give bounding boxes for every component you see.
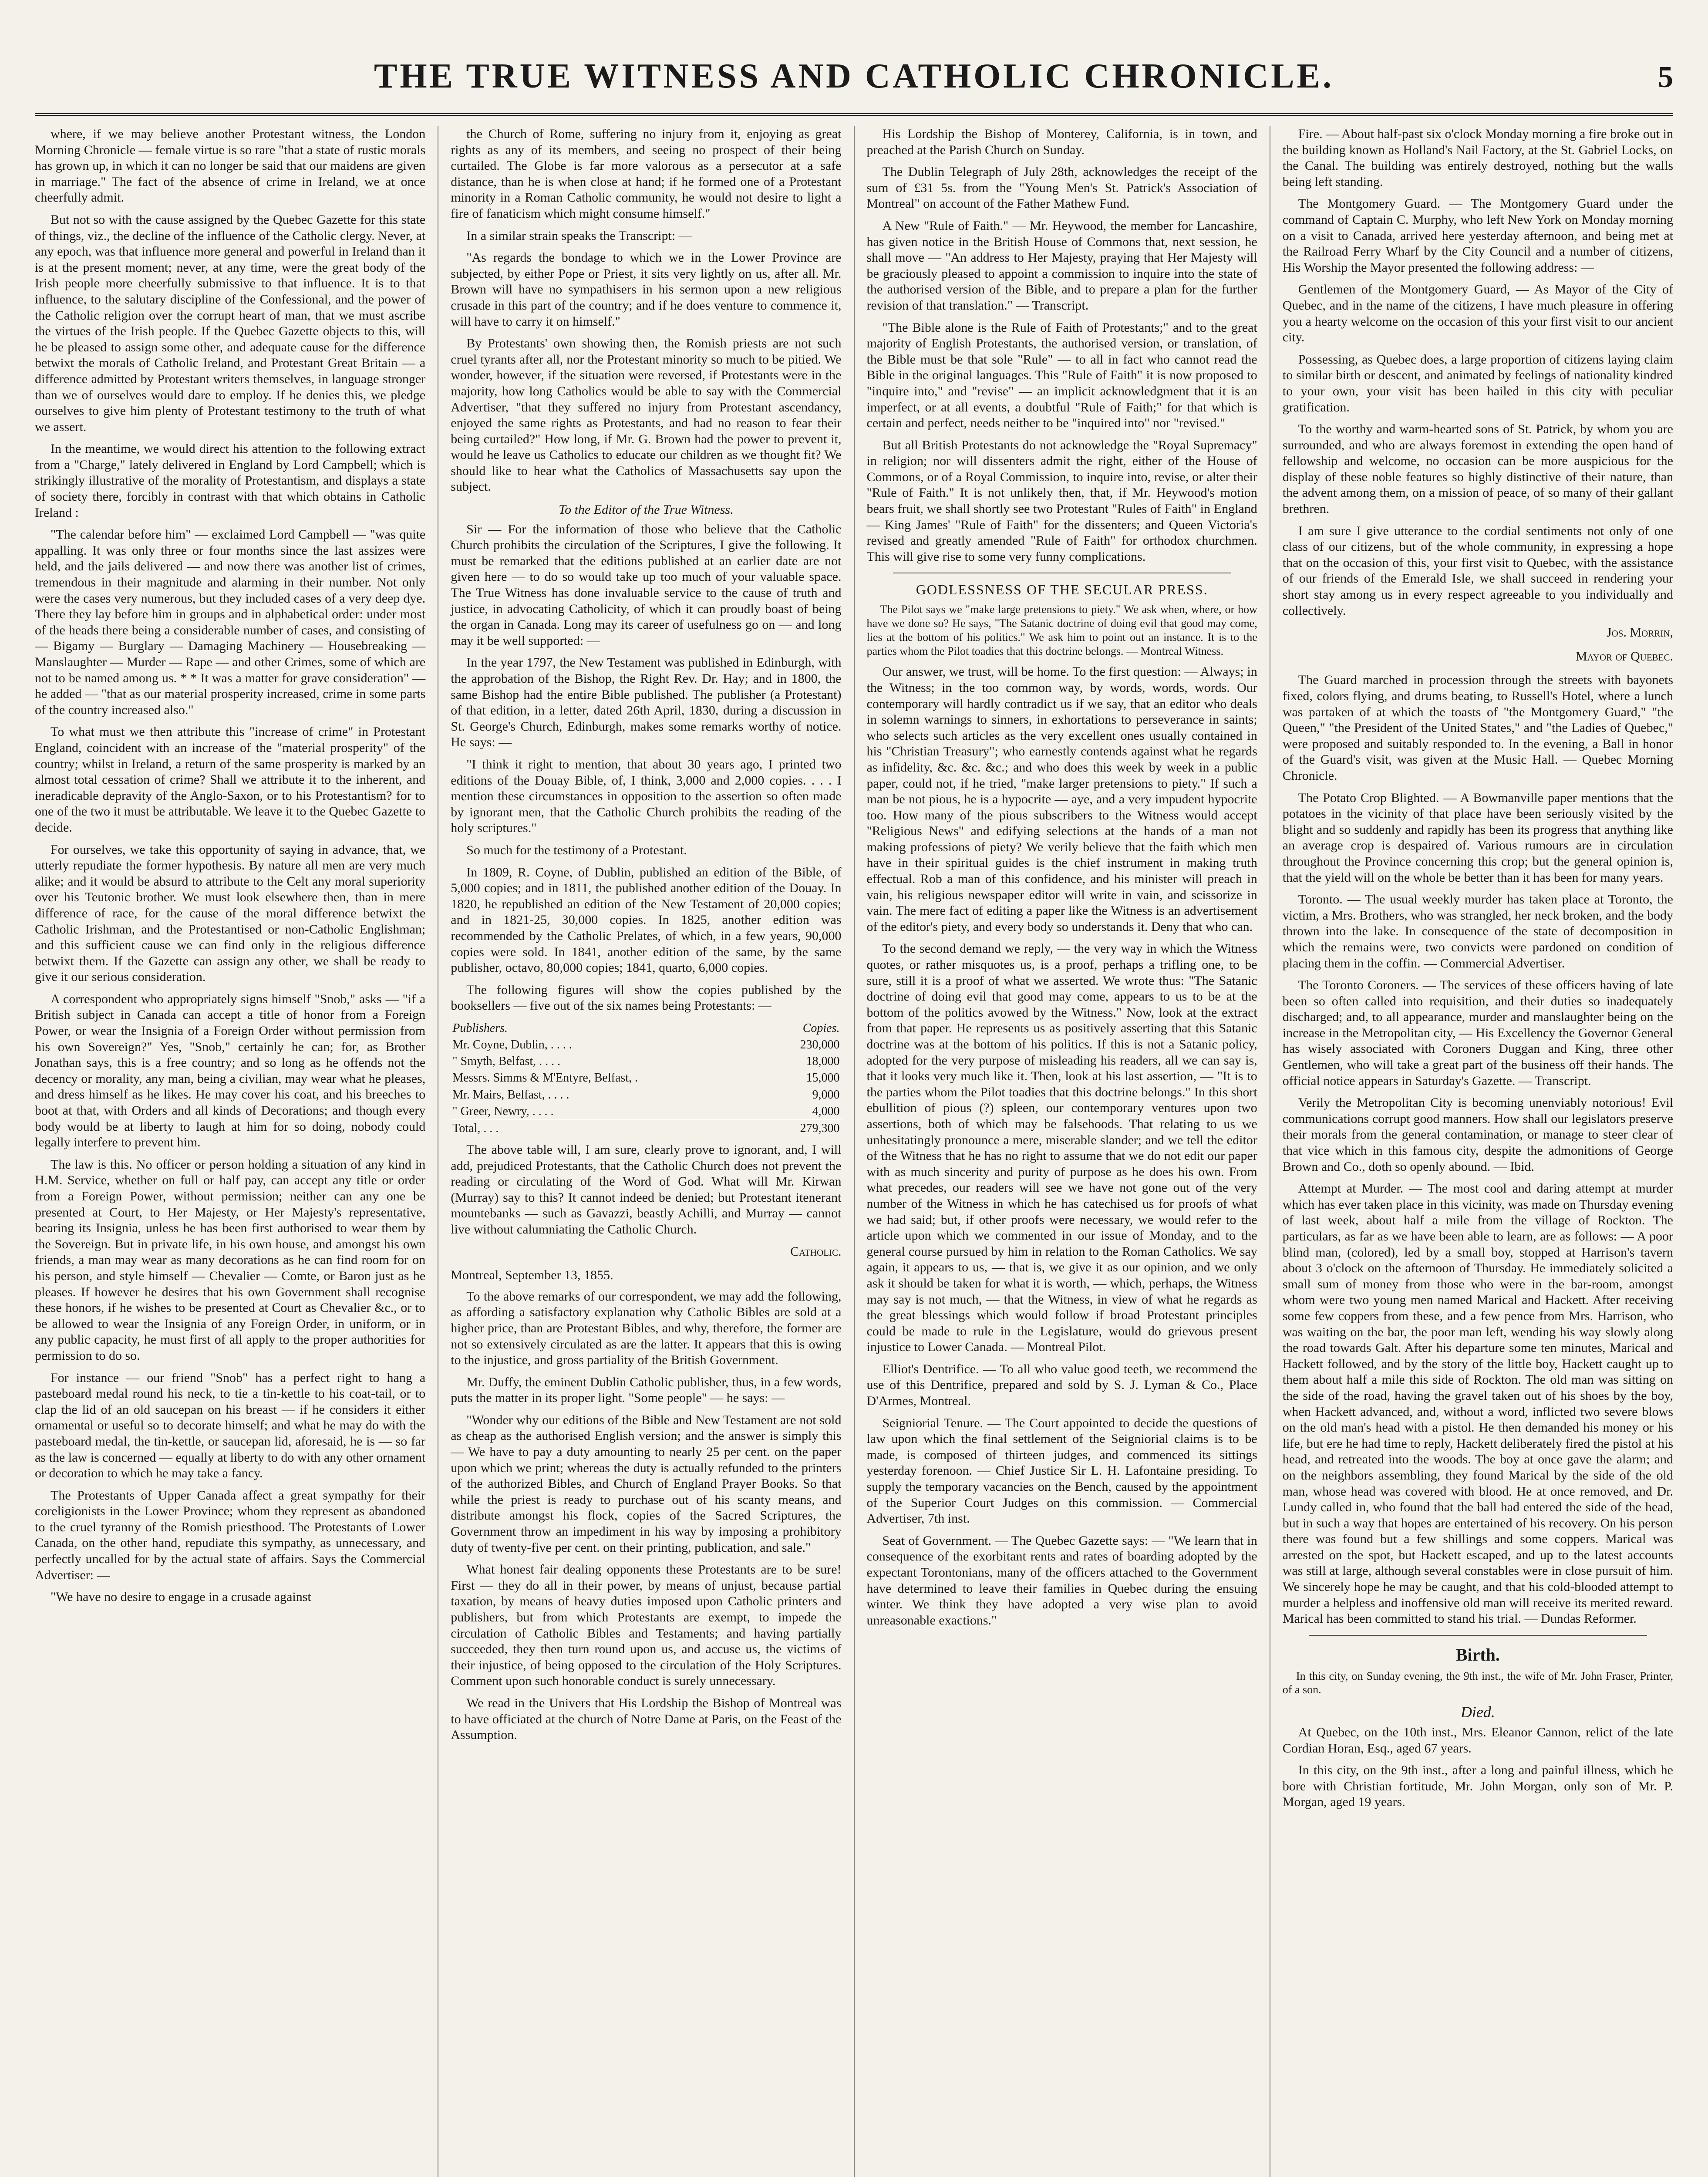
article-paragraph: "We have no desire to engage in a crusade against: [51, 1590, 311, 1604]
article-paragraph: The Dublin Telegraph of July 28th, acknowledges the receipt of the sum of £31 5s. from the "Young Men's St. Patrick's Association of Montreal" on account of the Father Mathew Fund.: [866, 165, 1257, 211]
letter-signature: Catholic.: [790, 1244, 842, 1259]
article-paragraph: Gentlemen of the Montgomery Guard, — As Mayor of the City of Quebec, and in the name of the citizens, I have much pleasure in offering you a hearty welcome on the occasion of this your first visit to our ancient city.: [1282, 282, 1673, 345]
letter-paragraph: "I think it right to mention, that about 30 years ago, I printed two editions of the Douay Bible, of, I think, 3,000 and 2,000 copies. . . . I mention these circumstances in opposition to the assertion so often made by ignorant men, that the Catholic Church prohibits the reading of the holy scriptures.": [451, 757, 842, 836]
column-4: [1270, 126, 1673, 2177]
article-paragraph: A New "Rule of Faith." — Mr. Heywood, the member for Lancashire, has given notice in the British House of Commons that, next session, he shall move — "An address to Her Majesty, praying that Her Majesty will be graciously pleased to appoint a commission to inquire into the state of the authorised version of the Bible, and to prepare a plan for the further revision of that translation." — Transcript.: [866, 218, 1257, 313]
article-paragraph: "Wonder why our editions of the Bible and New Testament are not sold as cheap as the authorised English version; and the answer is simply this — We have to pay a duty amounting to nearly 25 per cent. on the paper upon which we print; whereas the duty is actually refunded to the printers of the authorized Bibles, and Church of England Prayer Books. So that while the priest is ready to purchase out of his scanty means, and distribute amongst his flock, copies of the Sacred Scriptures, the Government throw an impediment in his way by imposing a prohibitory duty of twenty-five per cent. on their printing, publication, and sale.": [451, 1412, 842, 1555]
article-paragraph: Possessing, as Quebec does, a large proportion of citizens laying claim to similar birth or descent, and animated by feelings of nationality kindred to your own, your visit has been hailed in this city with peculiar gratification.: [1282, 352, 1673, 415]
death-notice: At Quebec, on the 10th inst., Mrs. Eleanor Cannon, relict of the late Cordian Horan, Esq., aged 67 years.: [1282, 1725, 1673, 1756]
article-paragraph: In the meantime, we would direct his attention to the following extract from a "Charge," lately delivered in England by Lord Campbell; which is strikingly illustrative of the morality of Protestantism, and displays a state of society there, forcibly in contrast with that which obtains in Catholic Ireland :: [35, 441, 426, 520]
table-cell: " Smyth, Belfast, . . . .: [452, 1055, 561, 1068]
table-header: Copies.: [802, 1021, 840, 1035]
column-2: [438, 126, 853, 2177]
died-heading: Died.: [1460, 1703, 1495, 1721]
article-paragraph: What honest fair dealing opponents these Protestants are to be sure! First — they do all in their power, by means of unjust, because partial taxation, by means of heavy duties imposed upon Catholic printers and publishers, but from which Protestants are exempt, to impede the circulation of Catholic Bibles and Testaments; and having partially succeeded, they then turn round upon us, and accuse us, the victims of their injustice, of being opposed to the circulation of the Holy Scriptures. Comment upon such honorable conduct is surely unnecessary.: [451, 1562, 842, 1688]
article-paragraph: Attempt at Murder. — The most cool and daring attempt at murder which has ever taken place in this vicinity, was made on Thursday evening of last week, about half a mile from the village of Rockton. The particulars, as far as we have been able to learn, are as follows: — A poor blind man, (colored), led by a small boy, stopped at Harrison's tavern about 3 o'clock on the afternoon of Thursday. He immediately solicited a small sum of money from those who were in the bar-room, amongst whom were two young men named Marical and Hackett. After receiving some few coppers from these, and a few pence from Mrs. Harrison, who was waiting on the bar, the poor man left, wending his way slowly along the road towards Galt. After his departure some ten minutes, Marical and Hackett followed, and by the story of the little boy, Hackett caught up to them about half a mile this side of Rockton. The old man was sitting on the side of the road, having the gravel taken out of his shoes by the boy, when Hackett advanced, and, without a word, inflicted two severe blows on the old man's head with a pistol. He then demanded his money or his life, but ere he had time to reply, Hackett deliberately fired the pistol at his head, and retreated into the woods. The boy at once gave the alarm; and on the neighbors assembling, they found Marical by the side of the old man, whose head was covered with blood. He at once removed, and Dr. Lundy called in, who found that the ball had entered the side of the head, but in such a way that hopes are entertained of his recovery. On his person there was found but a few shillings and some coppers. Marical was arrested on the spot, but Hackett escaped, and up to the latest accounts was still at large, although several constables were in close pursuit of him. We sincerely hope he may be caught, and that his cold-blooded attempt to murder a helpless and inoffensive old man will receive its merited reward. Marical has been committed to stand his trial. — Dundas Reformer.: [1282, 1181, 1673, 1626]
article-paragraph: His Lordship the Bishop of Monterey, California, is in town, and preached at the Parish Church on Sunday.: [866, 127, 1257, 157]
birth-heading: Birth.: [1455, 1645, 1500, 1665]
article-paragraph: The Potato Crop Blighted. — A Bowmanville paper mentions that the potatoes in the vicinity of that place have been seriously visited by the blight and so suddenly and rapidly has been its progress that anything like an average crop is despaired of. Various rumours are in circulation throughout the Province concerning this crop; but the general opinion is, that the yield will on the whole be better than it has been for many years.: [1282, 790, 1673, 885]
table-header: Publishers.: [452, 1021, 508, 1035]
article-paragraph: To the worthy and warm-hearted sons of St. Patrick, by whom you are surrounded, and who are always foremost in extending the open hand of fellowship and welcome, no occasion can be more auspicious for the display of these noble features so highly distinctive of their nature, than the advent among them, on a mission of peace, of so many of their gallant brethren.: [1282, 422, 1673, 516]
total-label: Total, . . .: [451, 1120, 769, 1137]
letter-paragraph: The following figures will show the copies published by the booksellers — five out of the six names being Protestants: —: [451, 982, 842, 1013]
table-cell: Mr. Coyne, Dublin, . . . .: [452, 1038, 572, 1052]
article-paragraph: Toronto. — The usual weekly murder has taken place at Toronto, the victim, a Mrs. Brothers, who was strangled, her neck broken, and the body thrown into the lake. In consequence of the state of decomposition in which the remains were, two convicts were pardoned on condition of placing them in the coffin. — Commercial Advertiser.: [1282, 892, 1673, 971]
article-paragraph: But not so with the cause assigned by the Quebec Gazette for this state of things, viz., the decline of the influence of the Catholic clergy. Never, at any epoch, was that influence more general and powerful in Ireland than it is at the present moment; never, at any time, were the great body of the Irish people more cheerfully submissive to that influence. It is to that influence, to the salutary discipline of the Confessional, and the power of the Catholic religion over the corrupt heart of man, that we must ascribe the virtues of the Irish people. If the Quebec Gazette objects to this, will he be pleased to assign some other, and adequate cause for the difference betwixt the morals of Catholic Ireland, and Protestant Great Britain — a difference admitted by Protestant writers themselves, in language stronger than we of ourselves would dare to employ. If he denies this, we pledge ourselves to give him plenty of Protestant testimony to the truth of what we assert.: [35, 212, 426, 434]
letter-paragraph: Sir — For the information of those who believe that the Catholic Church prohibits the circulation of the Scriptures, I give the following. It must be remarked that the editions published at an earlier date are not given here — to do so would take up too much of your valuable space. The True Witness has done invaluable service to the cause of truth and justice, in advocating Catholicity, of which it can proudly boast of being the organ in Canada. Long may its career of usefulness go on — and long may it be well supported: —: [451, 522, 842, 648]
table-row: [451, 1087, 841, 1103]
table-row: [451, 1070, 841, 1086]
table-row: [451, 1037, 841, 1053]
article-paragraph: We read in the Univers that His Lordship the Bishop of Montreal was to have officiated at the church of Notre Dame at Paris, on the Feast of the Assumption.: [451, 1695, 842, 1742]
article-paragraph: For ourselves, we take this opportunity of saying in advance, that, we utterly repudiate the former hypothesis. By nature all men are very much alike; and it would be absurd to attribute to the Celt any moral superiority over his Teutonic brother. We must look elsewhere then, than in mere difference of race, for the cause of the moral difference betwixt the Catholic Irishman, and the Protestantised or non-Catholic Englishman; and this sufficient cause we can find only in the religious difference betwixt them. If the Gazette can assign any other, we shall be ready to give it our serious consideration.: [35, 842, 426, 984]
newspaper-title: THE TRUE WITNESS AND CATHOLIC CHRONICLE.: [374, 57, 1334, 95]
table-cell: 9,000: [812, 1088, 840, 1102]
table-cell: " Greer, Newry, . . . .: [452, 1104, 554, 1118]
article-paragraph: The Montgomery Guard. — The Montgomery Guard under the command of Captain C. Murphy, who left New York on Monday morning on a visit to Canada, arrived here yesterday afternoon, and being met at the Railroad Ferry Wharf by the City Council and a number of citizens, His Worship the Mayor presented the following address: —: [1282, 196, 1673, 275]
column-1: [35, 126, 438, 2177]
article-paragraph: "The calendar before him" — exclaimed Lord Campbell — "was quite appalling. It was only three or four months since the last assizes were held, and the jails delivered — and now there was another list of crimes, tremendous in their magnitude and alarming in their number. Not only were the cases very numerous, but they included cases of a very deep dye. There they lay before him in groups and in alphabetical order: under most of the heads there being a considerable number of cases, and consisting of — Bigamy — Burglary — Damaging Machinery — Housebreaking — Manslaughter — Murder — Rape — and other Crimes, some of which are not to be named among us. * * It was a matter for grave consideration" — he added — "that as our material prosperity increased, crime in some parts of the country increased also.": [35, 527, 426, 717]
article-paragraph: The Protestants of Upper Canada affect a great sympathy for their coreligionists in the Lower Province; whom they represent as abandoned to the cruel tyranny of the Romish priesthood. The Protestants of Lower Canada, on the other hand, repudiate this sympathy, as unnecessary, and perfectly uncalled for by the actual state of affairs. Says the Commercial Advertiser: —: [35, 1488, 426, 1582]
article-paragraph: The law is this. No officer or person holding a situation of any kind in H.M. Service, whether on full or half pay, can accept any title or order from a Foreign Power, without permission; neither can any one be presented at Court, to Her Majesty, or Her Majesty's representative, bearing its Insignia, unless he has been first authorised to wear them by the Sovereign. But in private life, in his own house, and amongst his own friends, a man may wear as many decorations as he can find room for on his person, and style himself — Chevalier — Comte, or Baron just as he pleases. If however he desires that his own Government shall recognise these honors, if he wishes to be presented at Court as Chevalier &c., or to be allowed to wear the Insignia of any Foreign Order, in uniform, or in any public capacity, he must first of all apply to the proper authorities for permission to do so.: [35, 1157, 426, 1363]
page-number: 5: [1658, 61, 1673, 94]
article-paragraph: where, if we may believe another Protestant witness, the London Morning Chronicle — female virtue is so rare "that a state of rustic morals has grown up, in which it can no longer be said that our maidens are given in marriage." The fact of the absence of crime in Ireland, we at once cheerfully admit.: [35, 127, 426, 205]
article-paragraph: Seigniorial Tenure. — The Court appointed to decide the questions of law upon which the final settlement of the Seigniorial claims is to be made, is composed of thirteen judges, and commenced its sittings yesterday forenoon. — Chief Justice Sir L. H. Lafontaine presiding. To supply the temporary vacancies on the Bench, caused by the appointment of the Superior Court Judges on this commission. — Commercial Advertiser, 7th inst.: [866, 1415, 1257, 1526]
article-paragraph: Mr. Duffy, the eminent Dublin Catholic publisher, thus, in a few words, puts the matter in its proper light. "Some people" — he says: —: [451, 1375, 842, 1405]
article-paragraph: "As regards the bondage to which we in the Lower Province are subjected, by either Pope or Priest, it sits very lightly on us, after all. Mr. Brown will have no sympathisers in his sermon upon a new religious crusade in this part of the country; and if he does venture to commence it, will have to carry it on himself.": [451, 250, 842, 329]
section-rule: [1309, 1635, 1647, 1636]
article-columns: [35, 126, 1673, 2177]
table-cell: 4,000: [812, 1104, 840, 1118]
letter-paragraph: In 1809, R. Coyne, of Dublin, published an edition of the Bible, of 5,000 copies; and in 1811, the published another edition of the Douay. In 1820, he republished an edition of the New Testament of 20,000 copies; and in 1821-25, 30,000 copies. In 1825, another edition was recommended by the Catholic Prelates, of which, in a few years, 90,000 copies were sold. In 1841, another edition of the same, by the same publisher, octavo, 80,000 copies; 1841, quarto, 6,000 copies.: [451, 865, 842, 975]
table-row: [451, 1053, 841, 1070]
article-paragraph: To the above remarks of our correspondent, we may add the following, as affording a satisfactory explanation why Catholic Bibles are sold at a higher price, than are Protestant Bibles, and why, therefore, the former are not so extensively circulated as are the latter. It appears that this is owing to the injustice, and gross partiality of the British Government.: [451, 1289, 842, 1368]
column-3: [854, 126, 1270, 2177]
article-paragraph: I am sure I give utterance to the cordial sentiments not only of one class of our citizens, but of the whole community, in expressing a hope that on the occasion of this, your first visit to Quebec, with the assistance of our friends of the Emerald Isle, we shall succeed in rendering your short stay among us in every respect agreeable to you individually and collectively.: [1282, 523, 1673, 618]
letter-paragraph: So much for the testimony of a Protestant.: [466, 842, 687, 857]
article-paragraph: Seat of Government. — The Quebec Gazette says: — "We learn that in consequence of the exorbitant rents and rates of boarding adopted by the expectant Torontonians, many of the officers attached to the Government have determined to leave their families in Quebec during the ensuing winter. We think they have adopted a very wise plan to avoid unreasonable exactions.": [866, 1533, 1257, 1628]
letter-heading: To the Editor of the True Witness.: [559, 502, 734, 517]
letter-paragraph: In the year 1797, the New Testament was published in Edinburgh, with the approbation of the Bishop, the Right Rev. Dr. Hay; and in 1800, the same Bishop had the entire Bible published. The publisher (a Protestant) of that edition, in a letter, dated 26th April, 1830, during a discussion in St. George's Church, Edinburgh, makes some remarks worthy of notice. He says: —: [451, 655, 842, 750]
death-notice: In this city, on the 9th inst., after a long and painful illness, which he bore with Christian fortitude, Mr. John Morgan, only son of Mr. P. Morgan, aged 19 years.: [1282, 1763, 1673, 1810]
article-paragraph: To what must we then attribute this "increase of crime" in Protestant England, coincident with an increase of the "material prosperity" of the country; whilst in Ireland, a return of the same prosperity is marked by an almost total cessation of crime? Shall we attribute it to the inherent, and ineradicable depravity of the Anglo-Saxon, or to his Protestantism? for to one of the two it must be attributable. We leave it to the Quebec Gazette to decide.: [35, 725, 426, 835]
quoted-intro: The Pilot says we "make large pretensions to piety." We ask when, where, or how have we done so? He says, "The Satanic doctrine of doing evil that good may come, lies at the bottom of his politics." We ask him to point out an instance. It is to the parties whom the Pilot toadies that this doctrine belongs. — Montreal Witness.: [866, 603, 1257, 657]
article-paragraph: But all British Protestants do not acknowledge the "Royal Supremacy" in religion; nor will dissenters admit the right, either of the House of Commons, or of a Royal Commission, to inquire into, revise, or alter their "Rule of Faith." It is not unlikely then, that, if Mr. Heywood's motion bears fruit, we shall shortly see two Protestant "Rules of Faith" in England — King James' "Rule of Faith" for the dissenters; and Queen Victoria's revised and greatly amended "Rule of Faith" for orthodox churchmen. This will give rise to some very funny complications.: [866, 438, 1257, 564]
address-title: Mayor of Quebec.: [1575, 649, 1673, 664]
section-heading: GODLESSNESS OF THE SECULAR PRESS.: [916, 582, 1208, 598]
article-paragraph: Elliot's Dentrifice. — To all who value good teeth, we recommend the use of this Dentrifice, prepared and sold by S. J. Lyman & Co., Place D'Armes, Montreal.: [866, 1361, 1257, 1409]
article-paragraph: the Church of Rome, suffering no injury from it, enjoying as great rights as any of its members, and seeing no prospect of their being curtailed. The Globe is far more valorous as a persecutor at a safe distance, than he is when close at hand; if he formed one of a Protestant minority in a Roman Catholic community, he would not desire to light a fire of fanaticism which might consume himself.": [451, 127, 842, 221]
article-paragraph: "The Bible alone is the Rule of Faith of Protestants;" and to the great majority of English Protestants, the authorised version, or translation, of the Bible must be that sole "Rule" — to all in fact who cannot read the Bible in the original languages. This "Rule of Faith" it is now proposed to "inquire into," and "revise" — an implicit acknowledgment that it is an imperfect, or at all events, a doubtful "Rule of Faith;" for that which is certain and perfect, needs neither to be "inquired into" nor "revised.": [866, 320, 1257, 431]
table-total-row: [451, 1120, 841, 1137]
article-paragraph: Our answer, we trust, will be home. To the first question: — Always; in the Witness; in the too common way, by words, words, words. Our contemporary will hardly contradict us if we say, that an editor who deals in solemn warnings to sinners, in exhortations to perseverance in saints; who selects such articles as the very excellent ones usually contained in his "Christian Treasury"; who earnestly contends against what he regards as infidelity, &c. &c. &c.; and who does this week by week in a public paper, could not, if he tried, "make larger pretensions to piety." If such a man be not pious, he is a hypocrite — aye, and a very impudent hypocrite too. How many of the pious subscribers to the Witness would accept "Religious News" and edifying selections at the hands of a man not making professions of piety? We verily believe that the faith which men have in their spiritual guides is the chief instrument in making truth effectual. Rob a man of this confidence, and his minister will preach in vain, his religious newspaper editor will write in vain, and scissorize in vain. The mere fact of editing a paper like the Witness is an advertisement of the editor's piety, and every body so understands it. Deny that who can.: [866, 664, 1257, 934]
article-paragraph: Fire. — About half-past six o'clock Monday morning a fire broke out in the building known as Holland's Nail Factory, at the St. Gabriel Locks, on the Canal. The building was entirely destroyed, nothing but the walls being left standing.: [1282, 127, 1673, 189]
table-row: [451, 1103, 841, 1120]
table-cell: Mr. Mairs, Belfast, . . . .: [452, 1088, 569, 1102]
article-paragraph: The Guard marched in procession through the streets with bayonets fixed, colors flying, and drums beating, to Russell's Hotel, where a lunch was partaken of at which the toasts of "the Montgomery Guard," "the Queen," "the President of the United States," and "the Ladies of Quebec," were proposed and suitably responded to. In the evening, a Ball in honor of the Guard's visit, was given at the Music Hall. — Quebec Morning Chronicle.: [1282, 673, 1673, 783]
masthead: [35, 52, 1673, 116]
article-paragraph: In a similar strain speaks the Transcript: —: [466, 228, 692, 243]
article-paragraph: By Protestants' own showing then, the Romish priests are not such cruel tyrants after all, nor the Protestant minority so much to be pitied. We wonder, however, if the situation were reversed, if Protestants were in the majority, how long Catholics would be able to say with the Commercial Advertiser, "that they suffered no injury from Protestant ascendancy, enjoyed the same rights as Protestants, and had no reason to fear their being curtailed?" How long, if Mr. G. Brown had the power to prevent it, would he leave us Catholics to educate our children as we thought fit? We should like to hear what the Catholics of Massachusetts say upon the subject.: [451, 336, 842, 494]
address-signature: Jos. Morrin,: [1606, 625, 1673, 640]
article-paragraph: For instance — our friend "Snob" has a perfect right to hang a pasteboard medal round his neck, to tie a tin-kettle to his coat-tail, or to clap the lid of an old saucepan on his breast — if he considers it either ornamental or useful so to decorate himself; and what he may do with the pasteboard medal, the tin-kettle, or saucepan lid, aforesaid, he is — so far as the law is concerned — equally at liberty to do with any other ornament or decoration to which he may take a fancy.: [35, 1370, 426, 1481]
article-paragraph: A correspondent who appropriately signs himself "Snob," asks — "if a British subject in Canada can accept a title of honor from a Foreign Power, or wear the Insignia of a Foreign Order without permission from his own Sovereign?" Yes, "Snob," certainly he can; for, as Brother Jonathan says, this is a free country; and so long as he offends not the decency or morality, any man, being a civilian, may wear what he pleases, and dress himself as he likes. He may cover his coat, and his breeches to boot at that, with Orders and all kinds of Decorations; and though every body would be at liberty to laugh at him for so doing, nobody could legally interfere to prevent him.: [35, 991, 426, 1150]
article-paragraph: Verily the Metropolitan City is becoming unenviably notorious! Evil communications corrupt good manners. How shall our legislators preserve their morals from the general contamination, or manage to steer clear of that vice which in this famous city, despite the admonitions of George Brown and Co., doth so openly abound. — Ibid.: [1282, 1095, 1673, 1174]
publishers-table: [451, 1020, 841, 1137]
article-paragraph: To the second demand we reply, — the very way in which the Witness quotes, or rather misquotes us, is a proof, perhaps a trifling one, to be sure, still it is a proof of what we asserted. We wrote thus: "The Satanic doctrine of doing evil that good may come, appears to us to be at the bottom of the politics avowed by the Witness." Now, look at the extract from that paper. He represents us as positively asserting that this Satanic doctrine was at the bottom of his politics. If this is not a Satanic policy, adopted for the very purpose of misleading his readers, all we can say is, that it looks very much like it. Then, look at his last assertion, — "It is to the parties whom the Pilot toadies that this doctrine belongs." In this short ebullition of pious (?) spleen, our contemporary ventures upon two assertions, both of which may be falsehoods. That relating to us we unhesitatingly pronounce a mere, miserable slander; and we tell the editor of the Witness that he has no right to assume that we do not edit our paper with as much sincerity and purity of purpose as he does his own. From what precedes, our readers will see we have not gone out of the very number of the Witness in which he has catechised us for proofs of what we had said; but, if other proofs were necessary, we would refer to the article upon which we commented in our issue of Monday, and to the general course pursued by him in relation to the Roman Catholics. We say again, it appears to us, — that is, we give it as our opinion, and we only ask it should be taken for what it is worth, — which, perhaps, the Witness may say is not much, — that the Witness, in view of what he regards as the great blessings which would follow if broad Protestant principles could be made to rule in the Legislature, would do grievous present injustice to Lower Canada. — Montreal Pilot.: [866, 941, 1257, 1355]
table-cell: 230,000: [800, 1038, 840, 1052]
table-cell: 18,000: [806, 1055, 840, 1068]
table-cell: 15,000: [806, 1071, 840, 1085]
total-value: 279,300: [769, 1120, 842, 1137]
table-cell: Messrs. Simms & M'Entyre, Belfast, .: [452, 1071, 638, 1085]
letter-dateline: Montreal, September 13, 1855.: [451, 1268, 613, 1283]
article-paragraph: The Toronto Coroners. — The services of these officers having of late been so often called into requisition, and their duties so inadequately discharged; and, to all appearance, murder and manslaughter being on the increase in the Metropolitan city, — His Excellency the Governor General has wisely associated with Coroners Duggan and King, three other Gentlemen, who will take a great part of the business off their hands. The official notice appears in Saturday's Gazette. — Transcript.: [1282, 978, 1673, 1088]
letter-paragraph: The above table will, I am sure, clearly prove to ignorant, and, I will add, prejudiced Protestants, that the Catholic Church does not prevent the reading or circulating of the Word of God. What will Mr. Kirwan (Murray) say to this? It cannot indeed be denied; but Protestant itenerant mountebanks — such as Gavazzi, beastly Achilli, and Murray — cannot live without calumniating the Catholic Church.: [451, 1142, 842, 1237]
birth-notice: In this city, on Sunday evening, the 9th inst., the wife of Mr. John Fraser, Printer, of a son.: [1282, 1669, 1673, 1696]
